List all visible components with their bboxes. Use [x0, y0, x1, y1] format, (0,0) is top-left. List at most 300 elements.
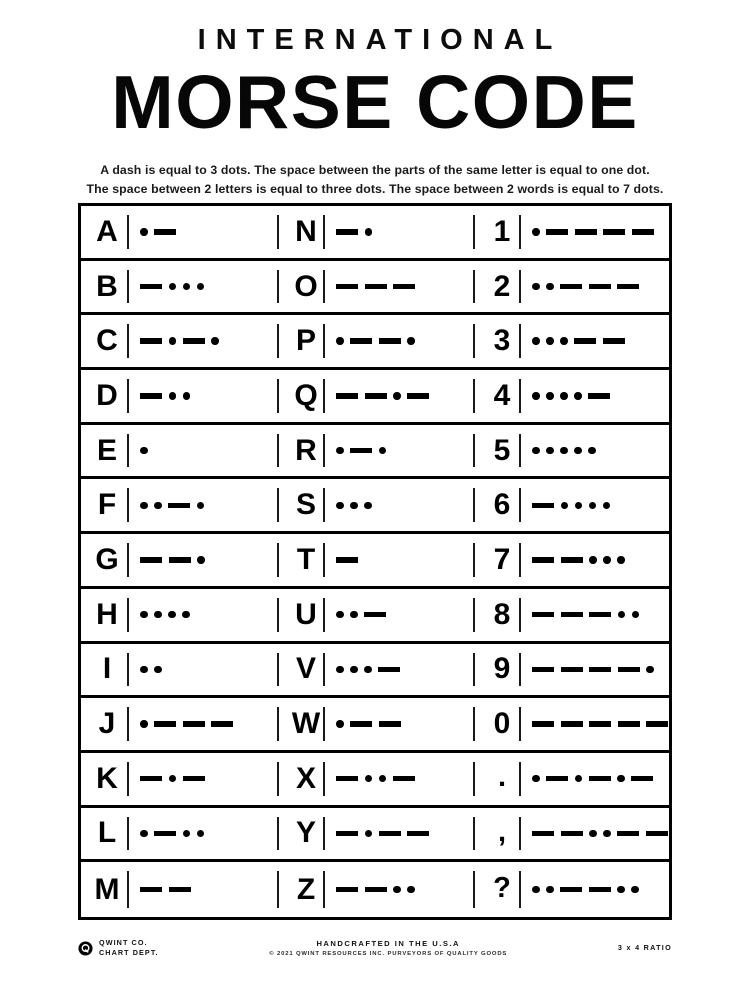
symbol-label: ? [493, 872, 511, 905]
morse-dash-icon [140, 338, 162, 344]
morse-entry-T [277, 534, 473, 586]
symbol-label: B [96, 269, 118, 303]
morse-dot-icon [154, 611, 162, 619]
morse-code-pattern [325, 611, 473, 619]
symbol-label: 7 [493, 542, 511, 576]
morse-dot-icon [574, 447, 582, 455]
morse-dot-icon [560, 337, 568, 345]
morse-entry-6 [473, 479, 669, 531]
morse-dash-icon [140, 557, 162, 563]
symbol-label: 3 [493, 324, 511, 358]
copyright-text: © 2021 QWINT RESOURCES INC. PURVEYORS OF QUALITY GOODS [269, 951, 508, 957]
symbol-label: R [295, 433, 317, 467]
table-row [81, 862, 669, 917]
morse-dot-icon [350, 502, 358, 510]
morse-code-pattern [129, 556, 277, 564]
morse-dash-icon [140, 284, 162, 290]
morse-dot-icon [532, 337, 540, 345]
morse-dash-icon [589, 667, 611, 673]
symbol-label: M [94, 872, 120, 906]
eyebrow-title: INTERNATIONAL [197, 24, 563, 56]
morse-dash-icon [140, 393, 162, 399]
morse-dash-icon [364, 612, 386, 618]
symbol-label: G [95, 542, 119, 576]
morse-dot-icon [588, 447, 596, 455]
morse-dash-icon [617, 284, 639, 290]
morse-entry-4 [473, 370, 669, 422]
morse-dash-icon [154, 229, 176, 235]
morse-dot-icon [154, 666, 162, 674]
morse-dot-icon [365, 830, 373, 838]
morse-dot-icon [546, 447, 554, 455]
cell-left-rule [277, 215, 279, 249]
table-row [81, 534, 669, 589]
cell-left-rule [473, 598, 475, 632]
morse-dot-icon [197, 283, 205, 291]
cell-left-rule [277, 707, 279, 741]
morse-entry-Y [277, 808, 473, 860]
morse-dash-icon [378, 667, 400, 673]
symbol-label: H [96, 597, 118, 631]
morse-dot-icon [140, 830, 148, 838]
morse-entry-R [277, 425, 473, 477]
morse-dash-icon [617, 831, 639, 837]
morse-entry-5 [473, 425, 669, 477]
morse-entry-1 [473, 206, 669, 258]
morse-dot-icon [575, 502, 583, 510]
symbol-label: 9 [493, 652, 511, 686]
morse-dot-icon [561, 502, 569, 510]
morse-dash-icon [393, 776, 415, 782]
morse-code-pattern [521, 447, 669, 455]
symbol-label: D [96, 378, 118, 412]
poster-footer [78, 938, 672, 978]
morse-entry-L [81, 808, 277, 860]
morse-entry-G [81, 534, 277, 586]
symbol-label: P [295, 324, 316, 358]
morse-dash-icon [532, 503, 554, 509]
morse-dash-icon [532, 667, 554, 673]
morse-dash-icon [561, 721, 583, 727]
table-row [81, 261, 669, 316]
morse-dash-icon [589, 887, 611, 893]
morse-code-pattern [521, 775, 669, 783]
cell-left-rule [473, 434, 475, 468]
morse-dash-icon [365, 284, 387, 290]
cell-left-rule [473, 707, 475, 741]
morse-entry-0 [473, 698, 669, 750]
morse-dot-icon [336, 666, 344, 674]
morse-dash-icon [532, 557, 554, 563]
morse-dot-icon [618, 611, 626, 619]
morse-dot-icon [140, 447, 148, 455]
symbol-label: N [295, 214, 317, 248]
morse-dash-icon [618, 721, 640, 727]
morse-dot-icon [603, 830, 611, 838]
symbol-label: U [295, 597, 317, 631]
morse-dash-icon [379, 721, 401, 727]
morse-dash-icon [168, 503, 190, 509]
morse-dash-icon [632, 229, 654, 235]
morse-entry-X [277, 753, 473, 805]
morse-dot-icon [532, 447, 540, 455]
morse-code-pattern [129, 392, 277, 400]
morse-code-pattern [325, 557, 473, 563]
morse-dot-icon [603, 502, 611, 510]
morse-dot-icon [169, 775, 177, 783]
morse-dash-icon [646, 721, 668, 727]
morse-dash-icon [336, 557, 358, 563]
morse-dot-icon [140, 502, 148, 510]
morse-entry-, [473, 808, 669, 860]
symbol-label: S [295, 488, 316, 522]
morse-entry-J [81, 698, 277, 750]
morse-entry-A [81, 206, 277, 258]
morse-dash-icon [532, 612, 554, 618]
morse-dot-icon [365, 775, 373, 783]
morse-code-pattern [325, 337, 473, 345]
morse-dot-icon [632, 611, 640, 619]
symbol-label: A [96, 214, 118, 248]
morse-dot-icon [182, 611, 190, 619]
morse-dash-icon [336, 393, 358, 399]
morse-code-pattern [129, 611, 277, 619]
morse-entry-9 [473, 644, 669, 696]
symbol-label: Y [295, 816, 316, 850]
table-row [81, 589, 669, 644]
morse-dash-icon [560, 887, 582, 893]
symbol-label: 8 [493, 597, 511, 631]
morse-dash-icon [379, 831, 401, 837]
morse-dot-icon [168, 611, 176, 619]
qwint-logo-icon [78, 941, 93, 956]
morse-entry-S [277, 479, 473, 531]
morse-dot-icon [546, 392, 554, 400]
morse-entry-C [81, 315, 277, 367]
morse-entry-F [81, 479, 277, 531]
morse-dot-icon [546, 283, 554, 291]
morse-code-pattern [129, 720, 277, 728]
brand-line-1: QWINT CO. [99, 938, 148, 947]
symbol-label: 6 [493, 488, 511, 522]
morse-dash-icon [183, 721, 205, 727]
morse-entry-. [473, 753, 669, 805]
morse-entry-Q [277, 370, 473, 422]
morse-dash-icon [589, 612, 611, 618]
morse-dash-icon [561, 612, 583, 618]
morse-dash-icon [546, 776, 568, 782]
morse-dot-icon [560, 392, 568, 400]
morse-dash-icon [350, 448, 372, 454]
morse-code-pattern [521, 886, 669, 894]
morse-dash-icon [350, 338, 372, 344]
morse-dot-icon [336, 720, 344, 728]
morse-dash-icon [407, 831, 429, 837]
morse-dot-icon [575, 775, 583, 783]
morse-dash-icon [350, 721, 372, 727]
handcrafted-text: HANDCRAFTED IN THE U.S.A [316, 939, 461, 948]
morse-dot-icon [617, 556, 625, 564]
morse-code-table [78, 203, 672, 920]
morse-dot-icon [532, 392, 540, 400]
morse-dot-icon [560, 447, 568, 455]
cell-left-rule [473, 270, 475, 304]
morse-dash-icon [183, 338, 205, 344]
symbol-label: K [96, 761, 118, 795]
morse-dot-icon [350, 666, 358, 674]
morse-dash-icon [154, 721, 176, 727]
morse-code-pattern [325, 228, 473, 236]
table-row [81, 753, 669, 808]
brand-block [78, 938, 159, 959]
table-row [81, 425, 669, 480]
morse-entry-W [277, 698, 473, 750]
morse-dot-icon [197, 830, 205, 838]
morse-code-pattern [325, 830, 473, 838]
cell-left-rule [473, 488, 475, 522]
morse-dash-icon [560, 284, 582, 290]
morse-dash-icon [211, 721, 233, 727]
morse-dash-icon [603, 229, 625, 235]
ratio-text: 3 x 4 RATIO [617, 943, 672, 952]
symbol-label: 2 [493, 269, 511, 303]
subtitle-block [0, 161, 750, 199]
subtitle-line-1: A dash is equal to 3 dots. The space between the parts of the same letter is equal to one dot. [100, 162, 650, 177]
morse-code-pattern [129, 666, 277, 674]
morse-dot-icon [589, 830, 597, 838]
morse-dot-icon [350, 611, 358, 619]
cell-left-rule [473, 379, 475, 413]
morse-dash-icon [336, 776, 358, 782]
morse-code-pattern [325, 775, 473, 783]
symbol-label: Z [296, 872, 316, 906]
morse-code-pattern [521, 337, 669, 345]
morse-dot-icon [546, 337, 554, 345]
morse-dot-icon [379, 447, 387, 455]
morse-dot-icon [407, 337, 415, 345]
morse-dot-icon [589, 502, 597, 510]
footer-center [269, 939, 507, 957]
table-row [81, 479, 669, 534]
morse-dash-icon [169, 557, 191, 563]
symbol-label: V [295, 652, 316, 686]
morse-entry-U [277, 589, 473, 641]
morse-dot-icon [140, 666, 148, 674]
morse-dot-icon [336, 447, 344, 455]
morse-dot-icon [183, 830, 191, 838]
morse-code-pattern [129, 775, 277, 783]
morse-dot-icon [532, 886, 540, 894]
morse-dash-icon [365, 393, 387, 399]
symbol-label: 4 [493, 378, 511, 412]
morse-dot-icon [197, 502, 205, 510]
table-row [81, 206, 669, 261]
morse-dot-icon [183, 283, 191, 291]
cell-left-rule [277, 653, 279, 687]
morse-dot-icon [169, 392, 177, 400]
morse-dot-icon [617, 775, 625, 783]
morse-dash-icon [140, 776, 162, 782]
morse-dash-icon [169, 887, 191, 893]
morse-dash-icon [365, 887, 387, 893]
morse-dash-icon [336, 887, 358, 893]
morse-dot-icon [364, 502, 372, 510]
morse-code-pattern [521, 392, 669, 400]
morse-entry-8 [473, 589, 669, 641]
morse-dash-icon [532, 721, 554, 727]
cell-left-rule [473, 543, 475, 577]
symbol-label: . [497, 761, 507, 794]
morse-dot-icon [140, 611, 148, 619]
morse-dash-icon [532, 831, 554, 837]
morse-entry-P [277, 315, 473, 367]
morse-entry-I [81, 644, 277, 696]
table-row [81, 315, 669, 370]
symbol-label: F [97, 488, 117, 522]
cell-left-rule [473, 215, 475, 249]
morse-dash-icon [336, 831, 358, 837]
morse-dash-icon [561, 557, 583, 563]
morse-code-pattern [325, 502, 473, 510]
symbol-label: W [291, 707, 321, 741]
morse-entry-7 [473, 534, 669, 586]
morse-code-pattern [325, 284, 473, 290]
morse-dot-icon [574, 392, 582, 400]
morse-entry-K [81, 753, 277, 805]
morse-entry-B [81, 261, 277, 313]
morse-dash-icon [336, 229, 358, 235]
morse-entry-3 [473, 315, 669, 367]
symbol-label: E [96, 433, 117, 467]
morse-code-pattern [129, 830, 277, 838]
morse-dash-icon [575, 229, 597, 235]
morse-code-pattern [325, 886, 473, 894]
morse-code-pattern [521, 502, 669, 510]
morse-code-pattern [129, 447, 277, 455]
morse-dash-icon [546, 229, 568, 235]
morse-dash-icon [336, 284, 358, 290]
morse-dot-icon [154, 502, 162, 510]
morse-dot-icon [393, 886, 401, 894]
morse-dash-icon [588, 393, 610, 399]
morse-dash-icon [154, 831, 176, 837]
morse-code-pattern [129, 502, 277, 510]
cell-left-rule [277, 488, 279, 522]
morse-dot-icon [589, 556, 597, 564]
morse-entry-H [81, 589, 277, 641]
morse-dash-icon [589, 284, 611, 290]
morse-dot-icon [646, 666, 654, 674]
symbol-label: I [102, 652, 112, 686]
morse-code-pattern [325, 447, 473, 455]
morse-dash-icon [183, 776, 205, 782]
brand-line-2: CHART DEPT. [99, 948, 159, 958]
symbol-label: C [96, 324, 118, 358]
morse-dot-icon [169, 283, 177, 291]
morse-dash-icon [646, 831, 668, 837]
morse-code-pattern [129, 887, 277, 893]
morse-code-pattern [325, 720, 473, 728]
morse-dash-icon [589, 776, 611, 782]
morse-code-pattern [521, 283, 669, 291]
morse-entry-E [81, 425, 277, 477]
cell-left-rule [277, 871, 279, 908]
morse-entry-V [277, 644, 473, 696]
cell-left-rule [277, 434, 279, 468]
morse-dash-icon [140, 887, 162, 893]
morse-code-pattern [521, 666, 669, 674]
morse-code-pattern [129, 228, 277, 236]
morse-dot-icon [211, 337, 219, 345]
cell-left-rule [277, 379, 279, 413]
morse-code-pattern [325, 666, 473, 674]
cell-left-rule [277, 762, 279, 796]
page-title: MORSE CODE [111, 60, 639, 144]
morse-entry-Z [277, 862, 473, 917]
morse-code-pattern [521, 556, 669, 564]
morse-dot-icon [336, 502, 344, 510]
morse-dot-icon [336, 337, 344, 345]
morse-dot-icon [532, 228, 540, 236]
morse-code-pattern [129, 283, 277, 291]
table-row [81, 698, 669, 753]
morse-code-pattern [521, 228, 669, 236]
morse-entry-2 [473, 261, 669, 313]
symbol-label: L [97, 816, 117, 850]
morse-entry-O [277, 261, 473, 313]
morse-dash-icon [379, 338, 401, 344]
morse-entry-N [277, 206, 473, 258]
morse-dash-icon [631, 776, 653, 782]
cell-left-rule [277, 324, 279, 358]
table-row [81, 808, 669, 863]
symbol-label: , [497, 815, 507, 848]
morse-dot-icon [140, 720, 148, 728]
morse-entry-D [81, 370, 277, 422]
morse-dot-icon [407, 886, 415, 894]
symbol-label: J [98, 707, 116, 741]
morse-dot-icon [336, 611, 344, 619]
morse-dot-icon [617, 886, 625, 894]
morse-code-pattern [521, 721, 669, 727]
morse-dot-icon [197, 556, 205, 564]
symbol-label: T [296, 542, 316, 576]
morse-dot-icon [169, 337, 177, 345]
morse-dot-icon [532, 283, 540, 291]
morse-dot-icon [365, 228, 373, 236]
symbol-label: Q [294, 378, 318, 412]
morse-code-pattern [325, 392, 473, 400]
morse-dot-icon [393, 392, 401, 400]
table-row [81, 370, 669, 425]
morse-dot-icon [631, 886, 639, 894]
morse-dot-icon [546, 886, 554, 894]
symbol-label: 1 [493, 214, 511, 248]
subtitle-line-2: The space between 2 letters is equal to three dots. The space between 2 words is equal to 7 dots. [86, 181, 664, 196]
morse-entry-? [473, 862, 669, 917]
morse-dot-icon [183, 392, 191, 400]
morse-dash-icon [574, 338, 596, 344]
morse-dash-icon [561, 831, 583, 837]
cell-left-rule [277, 270, 279, 304]
morse-code-pattern [129, 337, 277, 345]
symbol-label: 5 [493, 433, 511, 467]
morse-code-pattern [521, 830, 669, 838]
symbol-label: X [295, 761, 316, 795]
symbol-label: O [294, 269, 318, 303]
morse-dot-icon [364, 666, 372, 674]
morse-dash-icon [393, 284, 415, 290]
